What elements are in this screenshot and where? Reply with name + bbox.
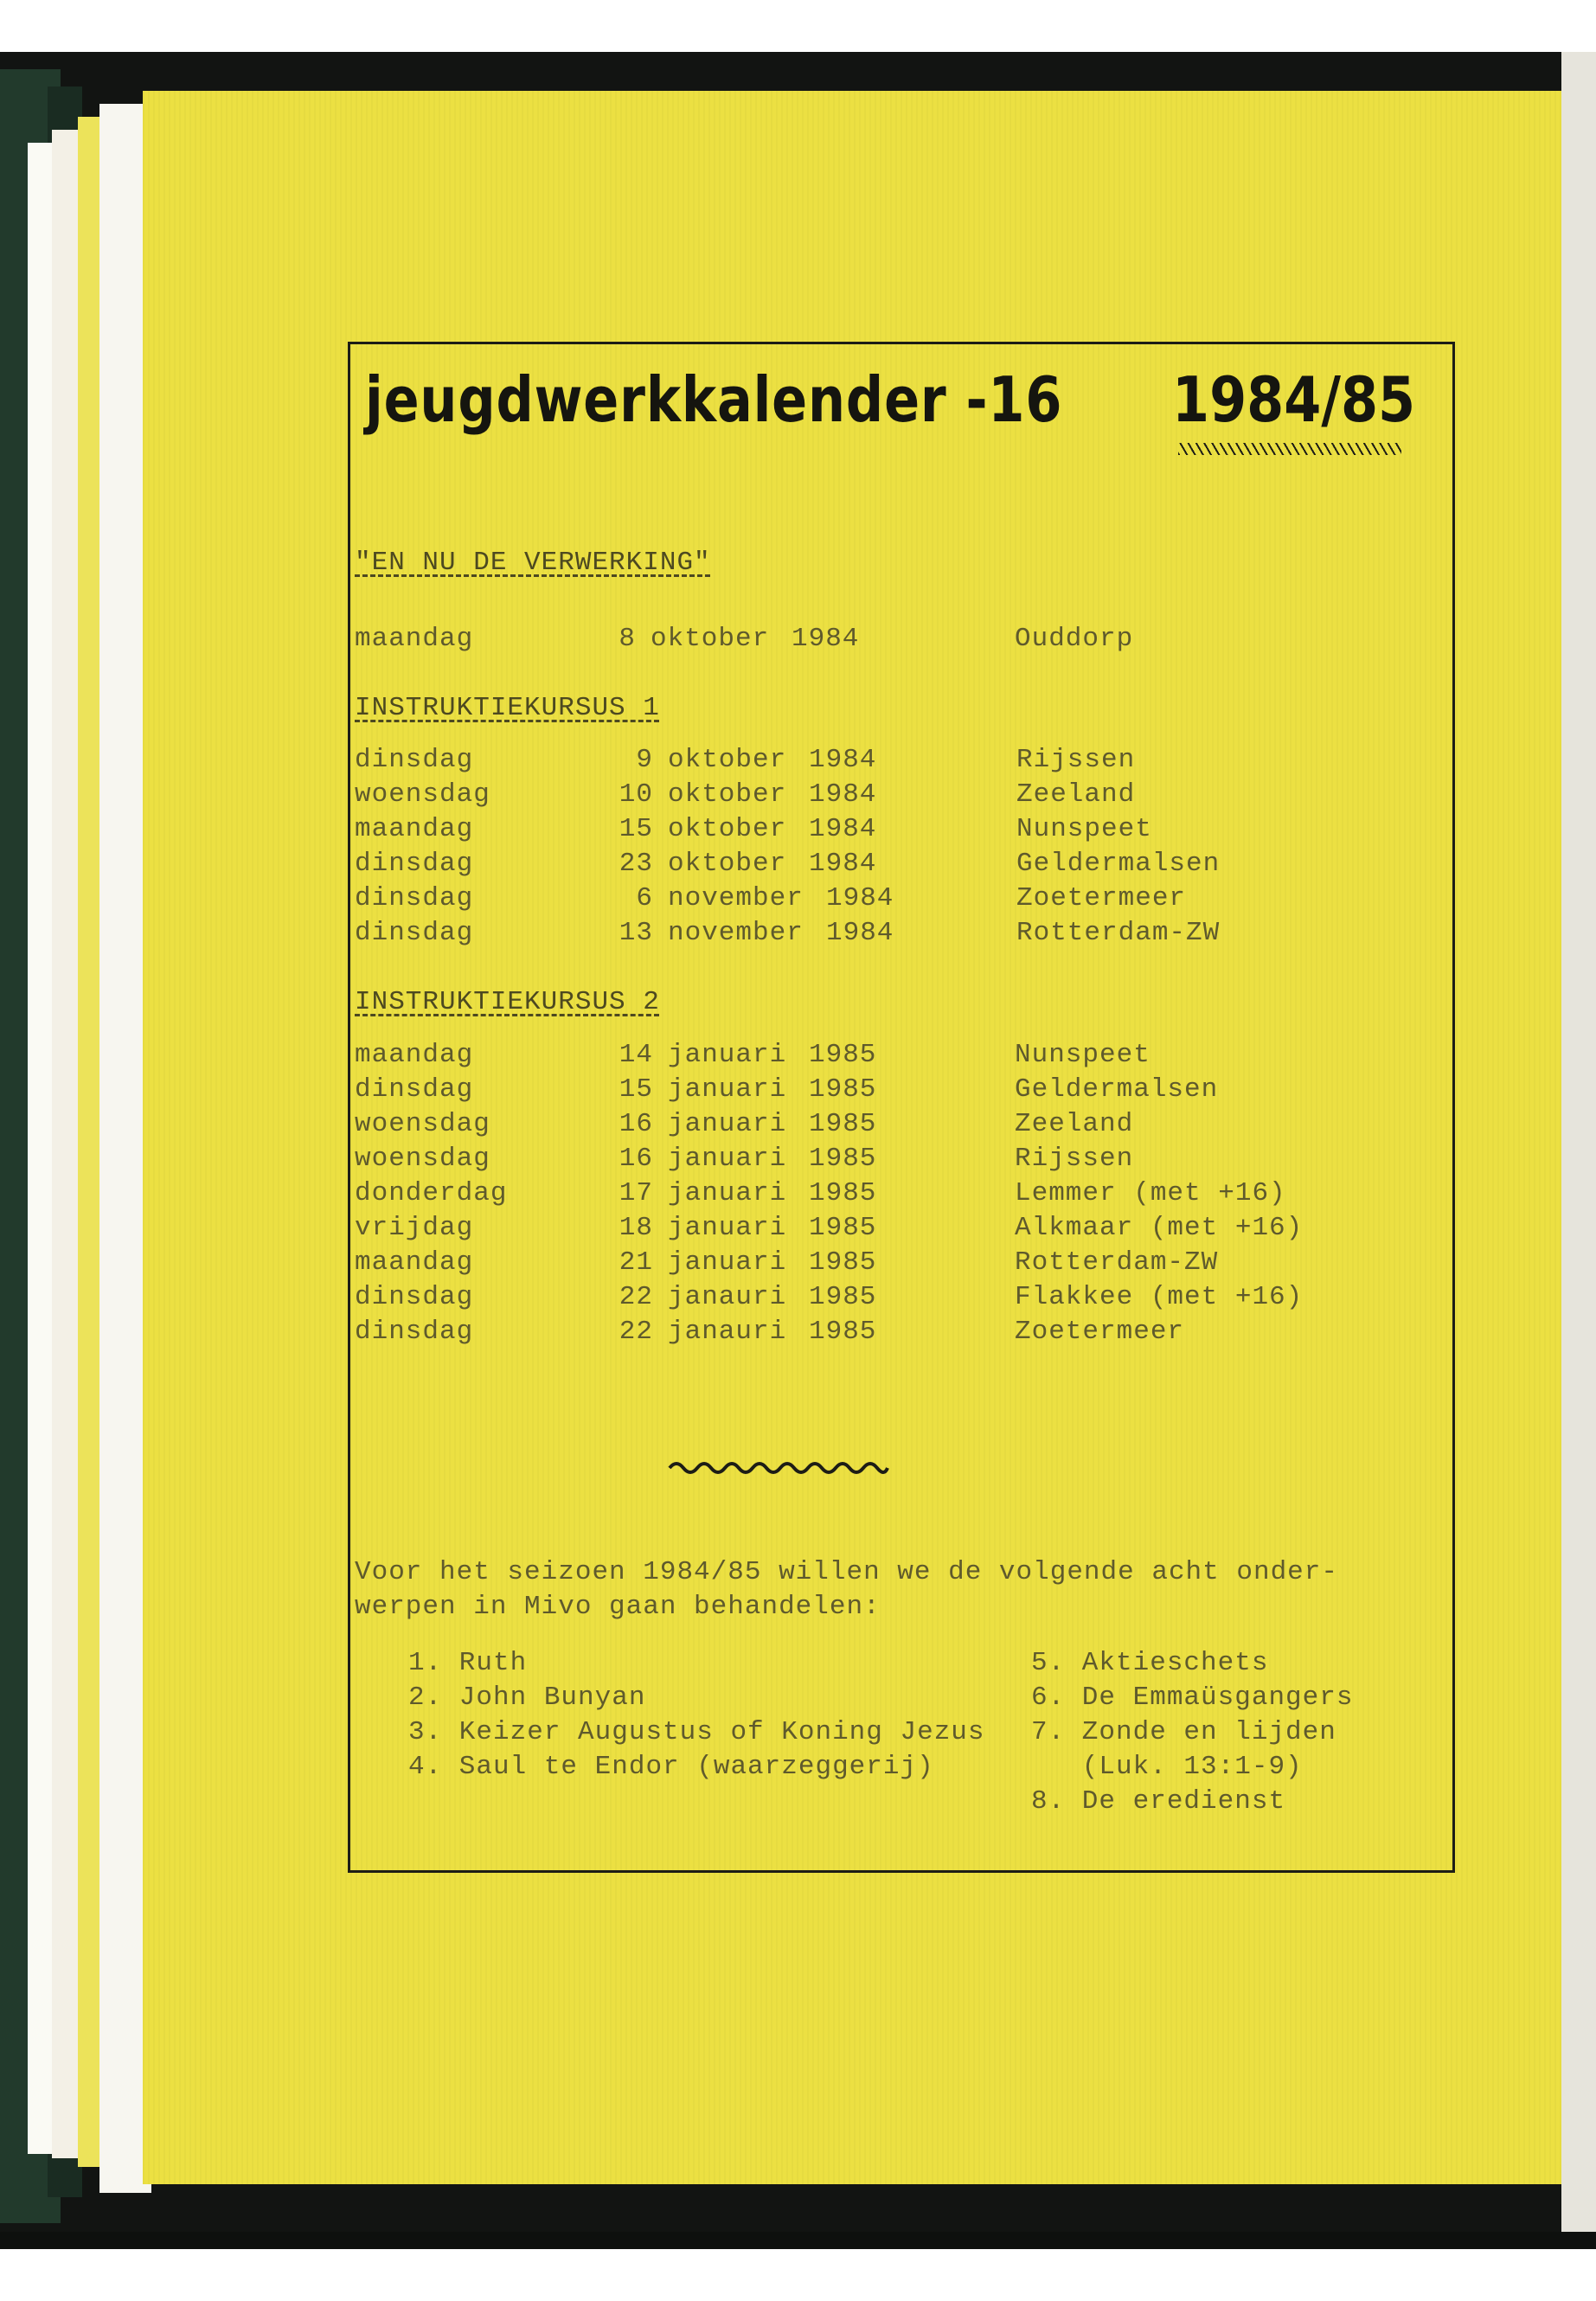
- date-number-cell: 6: [636, 883, 653, 913]
- date-number-cell: 18: [619, 1213, 653, 1243]
- page-title: jeugdwerkkalender -16: [365, 363, 1063, 436]
- year-cell: 1985: [809, 1282, 877, 1312]
- wavy-divider: [668, 1458, 889, 1477]
- season-year: 1984/85: [1172, 363, 1416, 436]
- place-cell: Zeeland: [1016, 779, 1136, 810]
- section-heading: INSTRUKTIEKURSUS 1: [355, 693, 660, 723]
- topic-item: 4. Saul te Endor (waarzeggerij): [408, 1752, 934, 1782]
- day-cell: dinsdag: [355, 1074, 474, 1105]
- intro-paragraph: [355, 1555, 1445, 1625]
- year-cell: 1984: [792, 624, 860, 654]
- place-cell: Nunspeet: [1015, 1040, 1151, 1070]
- year-cell: 1984: [809, 745, 877, 775]
- date-number-cell: 22: [619, 1282, 653, 1312]
- year-cell: 1985: [809, 1040, 877, 1070]
- year-cell: 1985: [809, 1144, 877, 1174]
- year-cell: 1985: [809, 1247, 877, 1278]
- place-cell: Lemmer (met +16): [1015, 1178, 1286, 1208]
- month-cell: janauri: [668, 1317, 787, 1347]
- month-cell: januari: [668, 1213, 787, 1243]
- place-cell: Geldermalsen: [1015, 1074, 1219, 1105]
- section-heading: "EN NU DE VERWERKING": [355, 548, 711, 578]
- day-cell: dinsdag: [355, 1282, 474, 1312]
- month-cell: januari: [668, 1074, 787, 1105]
- day-cell: dinsdag: [355, 1317, 474, 1347]
- place-cell: Rijssen: [1016, 745, 1136, 775]
- year-cell: 1984: [826, 883, 894, 913]
- year-cell: 1984: [809, 849, 877, 879]
- month-cell: januari: [668, 1040, 787, 1070]
- place-cell: Ouddorp: [1015, 624, 1134, 654]
- day-cell: dinsdag: [355, 745, 474, 775]
- month-cell: januari: [668, 1178, 787, 1208]
- date-number-cell: 16: [619, 1144, 653, 1174]
- topic-item: 1. Ruth: [408, 1648, 528, 1678]
- place-cell: Rotterdam-ZW: [1015, 1247, 1219, 1278]
- year-cell: 1985: [809, 1109, 877, 1139]
- place-cell: Rotterdam-ZW: [1016, 918, 1221, 948]
- day-cell: dinsdag: [355, 849, 474, 879]
- place-cell: Geldermalsen: [1016, 849, 1221, 879]
- intro-line: Voor het seizoen 1984/85 willen we de volgende acht onder-: [355, 1557, 1338, 1587]
- date-number-cell: 10: [619, 779, 653, 810]
- date-number-cell: 16: [619, 1109, 653, 1139]
- intro-line: werpen in Mivo gaan behandelen:: [355, 1592, 881, 1622]
- year-cell: 1985: [809, 1178, 877, 1208]
- day-cell: maandag: [355, 814, 474, 844]
- date-number-cell: 23: [619, 849, 653, 879]
- topic-item: 6. De Emmaüsgangers: [1031, 1682, 1354, 1713]
- binder-right-edge: [1561, 52, 1596, 2249]
- day-cell: maandag: [355, 1247, 474, 1278]
- month-cell: oktober: [668, 814, 787, 844]
- year-cell: 1985: [809, 1074, 877, 1105]
- place-cell: Zeeland: [1015, 1109, 1134, 1139]
- date-number-cell: 21: [619, 1247, 653, 1278]
- topic-item: 7. Zonde en lijden: [1031, 1717, 1336, 1747]
- topic-item: (Luk. 13:1-9): [1031, 1752, 1303, 1782]
- place-cell: Flakkee (met +16): [1015, 1282, 1304, 1312]
- section-heading: INSTRUKTIEKURSUS 2: [355, 987, 660, 1017]
- date-number-cell: 22: [619, 1317, 653, 1347]
- date-number-cell: 8: [619, 624, 636, 654]
- month-cell: oktober: [668, 779, 787, 810]
- day-cell: woensdag: [355, 779, 490, 810]
- day-cell: woensdag: [355, 1109, 490, 1139]
- date-number-cell: 13: [619, 918, 653, 948]
- place-cell: Alkmaar (met +16): [1015, 1213, 1304, 1243]
- year-cell: 1984: [826, 918, 894, 948]
- month-cell: november: [668, 883, 804, 913]
- day-cell: dinsdag: [355, 918, 474, 948]
- date-number-cell: 9: [636, 745, 653, 775]
- year-cell: 1984: [809, 779, 877, 810]
- month-cell: januari: [668, 1144, 787, 1174]
- day-cell: donderdag: [355, 1178, 508, 1208]
- year-cell: 1985: [809, 1317, 877, 1347]
- month-cell: november: [668, 918, 804, 948]
- topic-item: 5. Aktieschets: [1031, 1648, 1269, 1678]
- date-number-cell: 14: [619, 1040, 653, 1070]
- month-cell: januari: [668, 1247, 787, 1278]
- place-cell: Nunspeet: [1016, 814, 1152, 844]
- place-cell: Rijssen: [1015, 1144, 1134, 1174]
- date-number-cell: 15: [619, 1074, 653, 1105]
- day-cell: maandag: [355, 1040, 474, 1070]
- month-cell: janauri: [668, 1282, 787, 1312]
- month-cell: januari: [668, 1109, 787, 1139]
- binder-bottom: [0, 2232, 1596, 2249]
- place-cell: Zoetermeer: [1016, 883, 1187, 913]
- day-cell: dinsdag: [355, 883, 474, 913]
- date-number-cell: 17: [619, 1178, 653, 1208]
- month-cell: oktober: [651, 624, 770, 654]
- day-cell: maandag: [355, 624, 474, 654]
- month-cell: oktober: [668, 849, 787, 879]
- topic-item: 8. De eredienst: [1031, 1786, 1286, 1817]
- day-cell: vrijdag: [355, 1213, 474, 1243]
- year-cell: 1984: [809, 814, 877, 844]
- year-underline-decoration: [1178, 443, 1401, 455]
- topic-item: 2. John Bunyan: [408, 1682, 646, 1713]
- day-cell: woensdag: [355, 1144, 490, 1174]
- month-cell: oktober: [668, 745, 787, 775]
- date-number-cell: 15: [619, 814, 653, 844]
- topic-item: 3. Keizer Augustus of Koning Jezus: [408, 1717, 985, 1747]
- year-cell: 1985: [809, 1213, 877, 1243]
- place-cell: Zoetermeer: [1015, 1317, 1185, 1347]
